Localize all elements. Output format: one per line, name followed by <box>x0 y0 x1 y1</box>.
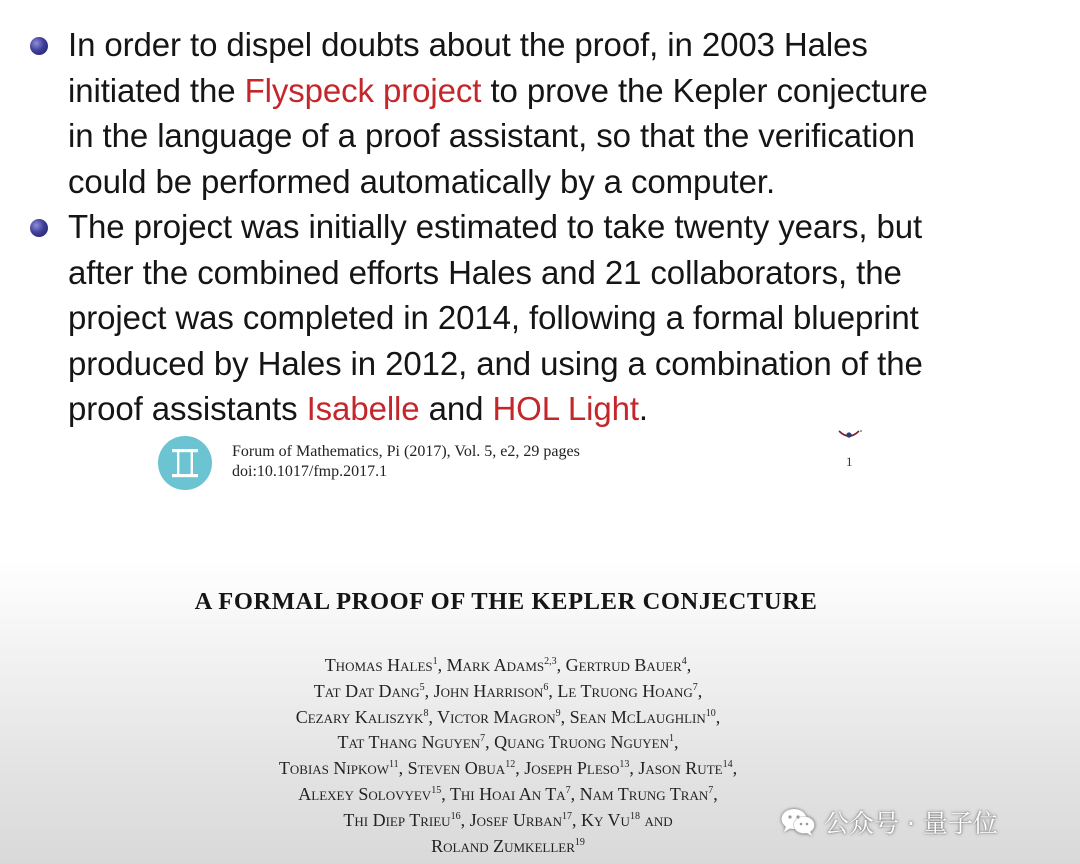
author-line <box>0 653 1016 679</box>
author-separator: , <box>570 783 580 804</box>
author-separator: , <box>560 706 570 727</box>
author-separator: , <box>732 758 738 779</box>
bullet-item <box>0 22 1080 204</box>
author-affiliation-number: 1 <box>669 733 675 745</box>
author-name: Ky Vu <box>581 809 630 830</box>
author-separator: , <box>629 758 639 779</box>
bullet-line <box>68 250 1040 296</box>
bullet-text: initiated the <box>68 71 245 109</box>
crest-icon <box>838 428 862 440</box>
author-name: Thi Hoai An Ta <box>449 783 566 804</box>
author-affiliation-number: 8 <box>423 707 429 719</box>
author-affiliation-number: 12 <box>505 759 516 771</box>
journal-volume-line: Forum of Mathematics, Pi (2017), Vol. 5, e2, 29 pages <box>232 443 580 460</box>
highlighted-term: Flyspeck project <box>244 71 482 109</box>
bullet-line <box>68 113 1040 159</box>
bullet-text: . <box>638 390 648 427</box>
bullet-line <box>68 204 1040 250</box>
author-separator: , <box>424 680 434 701</box>
bullet-text: produced by Hales in 2012, and using a combination of the <box>68 344 923 382</box>
paper-title: A FORMAL PROOF OF THE KEPLER CONJECTURE <box>194 588 818 615</box>
author-name: Thi Diep Trieu <box>343 809 451 830</box>
author-name: Le Truong Hoang <box>557 680 693 701</box>
author-name: Steven Obua <box>407 758 506 779</box>
author-affiliation-number: 10 <box>705 707 716 719</box>
bullet-line <box>68 22 1040 68</box>
page-number: 1 <box>846 454 853 469</box>
journal-citation <box>232 442 580 482</box>
author-name: Thomas Hales <box>324 655 433 675</box>
author-name: Cezary Kaliszyk <box>295 706 424 727</box>
author-affiliation-number: 4 <box>681 656 687 667</box>
author-separator: , <box>398 758 408 779</box>
bullet-text: In order to dispel doubts about the proof, in 2003 Hales <box>68 26 868 63</box>
author-separator: , <box>697 680 703 701</box>
bullet-text: proof assistants <box>68 390 307 427</box>
author-separator: and <box>639 809 673 830</box>
bullet-line <box>68 341 1040 387</box>
sphere-bullet-icon <box>30 37 48 55</box>
bullet-text: and <box>419 390 493 427</box>
author-separator: , <box>437 655 447 675</box>
author-affiliation-number: 1 <box>432 656 438 667</box>
author-separator: , <box>572 809 581 830</box>
author-affiliation-number: 16 <box>450 810 461 822</box>
author-name: Tobias Nipkow <box>278 758 389 779</box>
author-name: Joseph Pleso <box>524 758 620 779</box>
author-name: Tat Thang Nguyen <box>337 732 481 753</box>
bullet-text: in the language of a proof assistant, so that the verification <box>68 117 915 154</box>
bullet-text: The project was initially estimated to take twenty years, but <box>68 208 923 245</box>
bullet-line <box>68 159 1040 205</box>
author-separator: , <box>713 783 718 804</box>
author-separator: , <box>515 758 525 779</box>
author-affiliation-number: 9 <box>555 707 561 719</box>
author-name: John Harrison <box>433 680 544 701</box>
author-name: Sean McLaughlin <box>569 706 706 727</box>
bullet-line <box>68 68 1040 114</box>
author-affiliation-number: 7 <box>708 784 714 796</box>
author-affiliation-number: 6 <box>543 681 549 693</box>
bullet-line <box>68 295 1040 341</box>
author-separator: , <box>460 809 470 830</box>
author-affiliation-number: 17 <box>562 810 572 822</box>
author-name: Jason Rute <box>638 758 723 779</box>
author-separator: , <box>548 680 558 701</box>
author-line <box>0 679 1016 705</box>
author-affiliation-number: 5 <box>419 681 425 693</box>
author-name: Gertrud Bauer <box>565 655 682 675</box>
slide-bullet-list <box>0 22 1080 432</box>
author-affiliation-number: 13 <box>619 759 630 771</box>
author-separator: , <box>485 732 495 753</box>
highlighted-term: HOL Light <box>492 390 639 427</box>
author-name: Quang Truong Nguyen <box>494 732 670 753</box>
bullet-item <box>0 204 1080 432</box>
author-name: Josef Urban <box>469 809 562 830</box>
watermark-text: 公众号 · 量子位 <box>824 809 998 838</box>
author-affiliation-number: 15 <box>431 784 442 796</box>
bullet-text: could be performed automatically by a computer. <box>68 162 776 200</box>
pi-logo-icon <box>158 436 212 490</box>
author-separator: , <box>686 655 692 675</box>
author-line <box>0 730 1016 756</box>
author-name: Victor Magron <box>437 706 556 727</box>
bullet-text: to prove the Kepler conjecture <box>481 71 928 109</box>
author-separator: , <box>715 706 721 727</box>
author-separator: , <box>428 706 438 727</box>
watermark <box>780 804 998 840</box>
author-name: Tat Dat Dang <box>313 680 420 701</box>
author-name: Roland Zumkeller <box>431 835 575 856</box>
journal-doi-line: doi:10.1017/fmp.2017.1 <box>232 463 388 480</box>
bullet-line <box>68 386 1040 432</box>
wechat-icon <box>780 807 816 837</box>
author-name: Alexey Solovyev <box>298 783 432 804</box>
author-line <box>0 705 1016 731</box>
author-name: Mark Adams <box>446 655 545 675</box>
bullet-text: after the combined efforts Hales and 21 collaborators, the <box>68 253 902 291</box>
bullet-text: project was completed in 2014, following a formal blueprint <box>68 299 919 336</box>
author-affiliation-number: 19 <box>574 836 585 848</box>
author-line <box>0 756 1016 782</box>
author-affiliation-number: 14 <box>722 759 733 771</box>
author-affiliation-number: 2,3 <box>544 656 557 667</box>
author-affiliation-number: 7 <box>480 733 486 745</box>
author-separator: , <box>441 783 450 804</box>
sphere-bullet-icon <box>30 219 48 237</box>
highlighted-term: Isabelle <box>306 390 420 427</box>
author-affiliation-number: 7 <box>565 784 571 796</box>
author-separator: , <box>556 655 566 675</box>
author-separator: , <box>674 732 679 753</box>
author-affiliation-number: 18 <box>629 810 640 822</box>
author-affiliation-number: 7 <box>692 681 698 693</box>
author-name: Nam Trung Tran <box>579 783 709 804</box>
author-affiliation-number: 11 <box>389 759 399 771</box>
